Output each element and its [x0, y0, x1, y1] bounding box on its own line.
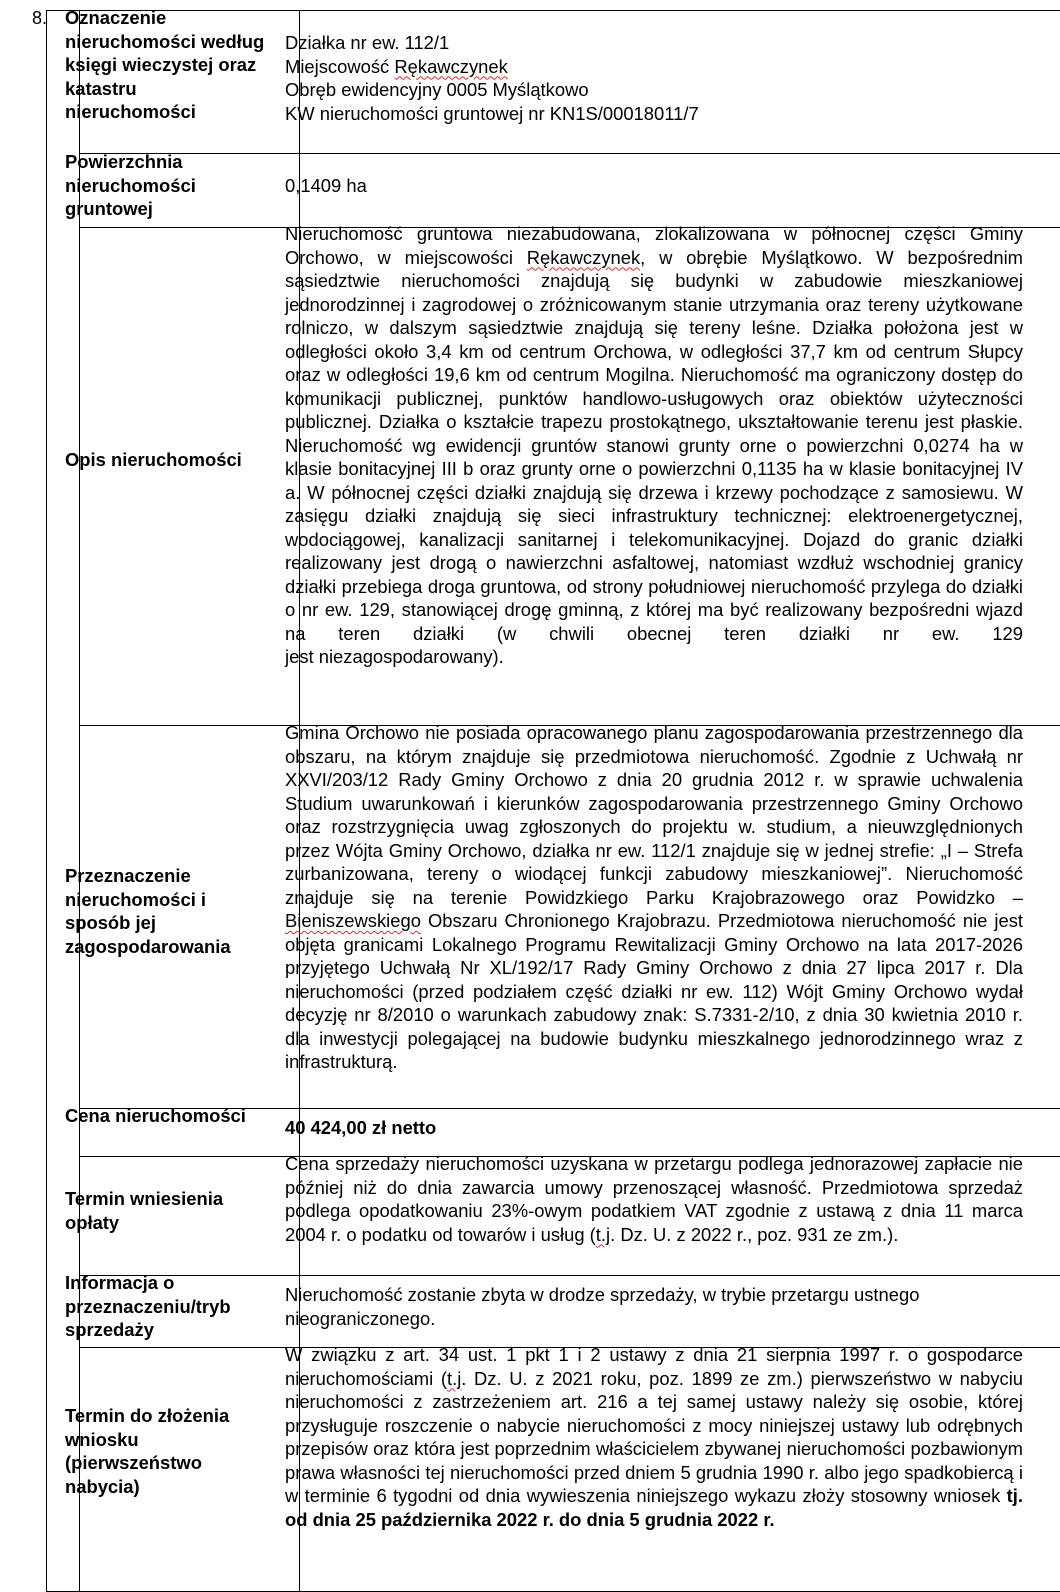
- label-sale-mode: Informacja o przeznaczeniu/tryb sprzedaży: [65, 1272, 231, 1340]
- label-price: Cena nieruchomości: [65, 1105, 246, 1126]
- label-description: Opis nieruchomości: [65, 449, 242, 470]
- application-abbrev: t.j: [446, 1367, 462, 1389]
- value-sale-mode: Nieruchomość zostanie zbyta w drodze sprzedaży, w trybie przetargu ustnego nieograniczonego.: [285, 1284, 920, 1329]
- registration-precinct: Obręb ewidencyjny 0005 Myślątkowo: [285, 79, 589, 100]
- purpose-area-name: Bieniszewskiego: [285, 910, 421, 931]
- parcel-number: Działka nr ew. 112/1: [285, 32, 450, 53]
- payment-abbrev: t.j: [595, 1223, 611, 1245]
- label-area: Powierzchnia nieruchomości gruntowej: [65, 151, 196, 219]
- payment-part-a: Cena sprzedaży nieruchomości uzyskana w przetargu podlega jednorazowej zapłacie nie później niż do dnia zawarcia umowy przenoszącej własność. Przedmiotowa sprzedaż podlega opodatkowaniu 23%-owym podatkiem VAT zgodnie z ustawą z dnia 11 marca 2004 r. o podatku od towarów i usług (: [285, 1153, 1023, 1245]
- label-property-designation: Oznaczenie nieruchomości według księgi wieczystej oraz katastru nieruchomości: [65, 7, 265, 122]
- label-application-deadline: Termin do złożenia wniosku (pierwszeństwo nabycia): [65, 1405, 230, 1497]
- label-payment-deadline: Termin wniesienia opłaty: [65, 1188, 224, 1233]
- table-border-left: [46, 10, 47, 1592]
- locality: [285, 55, 1023, 79]
- label-purpose: Przeznaczenie nieruchomości i sposób jej zagospodarowania: [65, 865, 231, 957]
- value-property-designation: [285, 31, 1023, 125]
- locality-text: Miejscowość Rękawczynek: [285, 55, 508, 77]
- row-number: 8.: [32, 8, 48, 28]
- value-area: 0,1409 ha: [285, 175, 367, 196]
- application-part-b: . Dz. U. z 2021 roku, poz. 1899 ze zm.) pierwszeństwo w nabyciu nieruchomości z zastrzeżeniem art. 216 a tej samej ustawy należy się osobie, której przysługuje roszczenie o nabycie nieruchomości z mocy niniejszej ustawy lub odrębnych przepisów oraz która jest poprzednim właścicielem zbywanej nieruchomości pozbawionym prawa własności tej nieruchomości przed dniem 5 grudnia 1990 r. albo jego spadkobiercą i w terminie 6 tygodni od dnia wywieszenia niniejszego wykazu złoży stosowny wniosek: [285, 1367, 1024, 1506]
- value-payment-deadline: [285, 1152, 1023, 1246]
- description-part-b: , w obrębie Myślątkowo. W bezpośrednim sąsiedztwie nieruchomości znajdują się budynki w zabudowie mieszkaniowej jednorodzinnej i zagrodowej o zróżnicowanym stanie utrzymania oraz tereny użytkowane rolniczo, w dalszym sąsiedztwie znajdują się tereny leśne. Działka położona jest w odległości około 3,4 km od centrum Orchowa, w odległości 37,7 km od centrum Słupcy oraz w odległości 19,6 km od centrum Mogilna. Nieruchomość ma ograniczony dostęp do komunikacji publicznej, punktów handlowo-usługowych oraz obiektów użyteczności publicznej. Działka o kształcie trapezu prostokątnego, ukształtowanie terenu jest płaskie. Nieruchomość wg ewidencji gruntów stanowi grunty orne o powierzchni 0,0274 ha w klasie bonitacyjnej III b oraz grunty orne o powierzchni 0,1135 ha w klasie bonitacyjnej IV a. W północnej części działki znajdują się drzewa i krzewy pochodzące z samosiewu. W zasięgu działki znajdują się sieci infrastruktury technicznej: elektroenergetycznej, wodociągowej, kanalizacji sanitarnej i telekomunikacyjnej. Dojazd do granic działki realizowany jest drogą o nawierzchni asfaltowej, natomiast wzdłuż wschodniej granicy działki przebiega droga gruntowa, od strony południowej nieruchomość przylega do działki o nr ew. 129, stanowiącej drogę gminną, z której ma być realizowany bezpośredni wjazd na teren działki (w chwili obecnej teren działki nr ew. 129: [285, 246, 1023, 644]
- description-locality: Rękawczynek: [526, 246, 641, 268]
- application-dates: tj. od dnia 25 października 2022 r. do dnia 5 grudnia 2022 r.: [285, 1485, 1023, 1530]
- purpose-part-b: Obszaru Chronionego Krajobrazu. Przedmiotowa nieruchomość nie jest objęta granicami Lokalnego Programu Rewitalizacji Gminy Orchowo na lata 2017-2026 przyjętego Uchwałą Nr XL/192/17 Rady Gminy Orchowo z dnia 27 lipca 2017 r. Dla nieruchomości (przed podziałem część działki nr ew. 112) Wójt Gminy Orchowo wydał decyzję nr 8/2010 o warunkach zabudowy znak: S.7331-2/10, z dnia 30 kwietnia 2010 r. dla inwestycji polegającej na budowie budynku mieszkalnego jednorodzinnego wraz z infrastrukturą.: [285, 910, 1023, 1072]
- land-register-number: KW nieruchomości gruntowej nr KN1S/00018011/7: [285, 102, 699, 124]
- description-text: [285, 222, 1023, 645]
- purpose-part-a: Gmina Orchowo nie posiada opracowanego planu zagospodarowania przestrzennego dla obszaru, na którym znajduje się przedmiotowa nieruchomość. Zgodnie z Uchwałą nr XXVI/203/12 Rady Gminy Orchowo z dnia 20 grudnia 2012 r. w sprawie uchwalenia Studium uwarunkowań i kierunków zagospodarowania przestrzennego Gminy Orchowo oraz rozstrzygnięcia uwag zgłoszonych do projektu w. studium, a nieuwzględnionych przez Wójta Gminy Orchowo, działka nr ew. 112/1 znajduje się w jednej strefie: „I – Strefa zurbanizowana, tereny o wiodącej funkcji zabudowy mieszkaniowej”. Nieruchomość znajduje się na terenie Powidzkiego Parku Krajobrazowego oraz Powidzko –: [285, 722, 1023, 908]
- payment-part-b: . Dz. U. z 2022 r., poz. 931 ze zm.).: [610, 1223, 899, 1245]
- value-application-deadline: [285, 1343, 1023, 1531]
- description-part-a: Nieruchomość gruntowa niezabudowana, zlokalizowana w północnej części Gminy Orchowo, w miejscowości: [285, 223, 1023, 268]
- value-price: 40 424,00 zł netto: [285, 1117, 437, 1138]
- value-purpose: [285, 721, 1023, 1074]
- application-part-a: W związku z art. 34 ust. 1 pkt 1 i 2 ustawy z dnia 21 sierpnia 1997 r. o gospodarce nieruchomościami (: [285, 1344, 1023, 1389]
- column-divider-number: [79, 10, 80, 1592]
- value-description: [285, 222, 1023, 669]
- description-last-line: jest niezagospodarowany).: [285, 646, 504, 667]
